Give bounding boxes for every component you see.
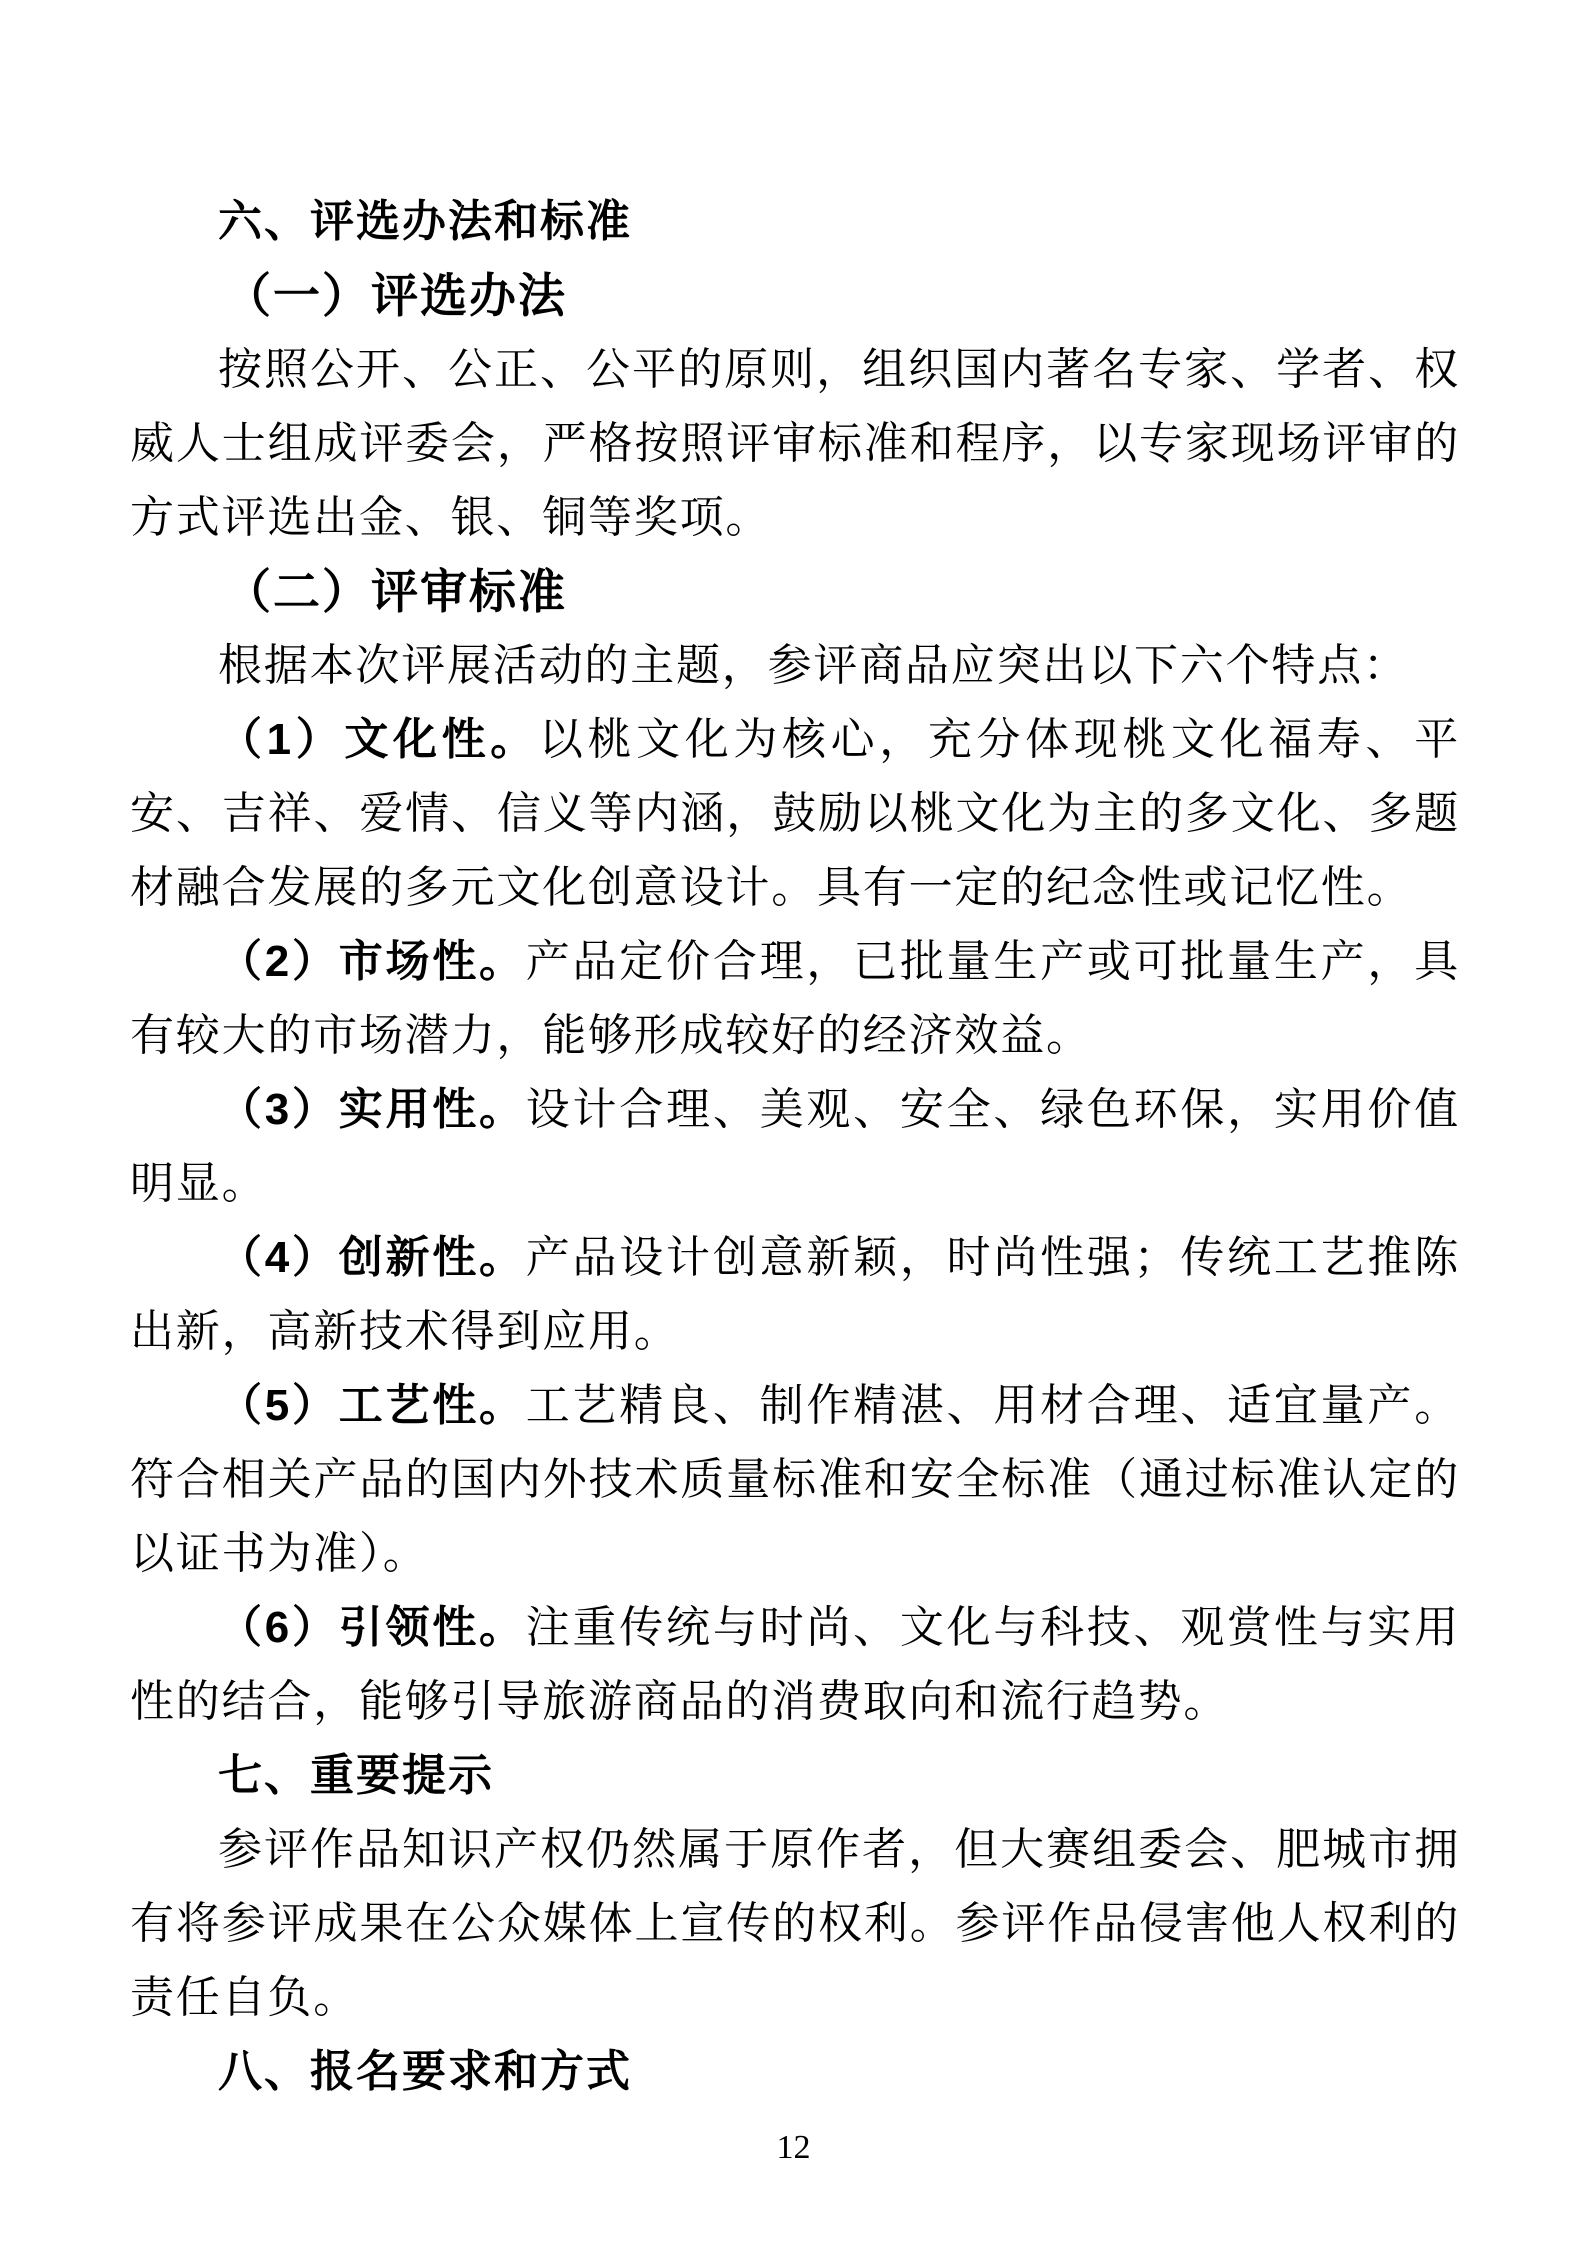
subsection-heading-review-criteria: （二）评审标准	[224, 565, 567, 618]
point-lead-leadership: （6）引领性。	[218, 1603, 526, 1652]
point-lead-craftsmanship: （5）工艺性。	[218, 1381, 526, 1430]
section-heading-six: 六、评选办法和标准	[218, 197, 632, 246]
point-lead-innovation: （4）创新性。	[218, 1233, 526, 1282]
point-text-culture: 以桃文化为核心，充分体现桃文化福寿、平安、吉祥、爱情、信义等内涵，鼓励以桃文化为主的多文化、多题材融合发展的多元文化创意设计。具有一定的纪念性或记忆性。	[130, 715, 1460, 912]
paragraph-important-notice: 参评作品知识产权仍然属于原作者，但大赛组委会、肥城市拥有将参评成果在公众媒体上宣传的权利。参评作品侵害他人权利的责任自负。	[130, 1825, 1460, 2022]
paragraph-criteria-intro: 根据本次评展活动的主题，参评商品应突出以下六个特点：	[218, 641, 1409, 690]
page-number: 12	[776, 2129, 811, 2166]
point-text-innovation: 产品设计创意新颖，时尚性强；传统工艺推陈出新，高新技术得到应用。	[130, 1233, 1460, 1356]
paragraph-point-culture	[130, 703, 1460, 925]
paragraph-selection-method: 按照公开、公正、公平的原则，组织国内著名专家、学者、权威人士组成评委会，严格按照评审标准和程序，以专家现场评审的方式评选出金、银、铜等奖项。	[130, 345, 1460, 542]
point-text-leadership: 注重传统与时尚、文化与科技、观赏性与实用性的结合，能够引导旅游商品的消费取向和流行趋势。	[130, 1603, 1460, 1726]
paragraph-point-innovation	[130, 1221, 1460, 1369]
point-text-market: 产品定价合理，已批量生产或可批量生产，具有较大的市场潜力，能够形成较好的经济效益。	[130, 937, 1460, 1060]
point-lead-market: （2）市场性。	[218, 937, 526, 986]
subsection-heading-selection-method: （一）评选办法	[224, 269, 567, 322]
paragraph-point-craftsmanship	[130, 1369, 1460, 1591]
section-heading-eight: 八、报名要求和方式	[218, 2047, 632, 2096]
point-text-craftsmanship: 工艺精良、制作精湛、用材合理、适宜量产。符合相关产品的国内外技术质量标准和安全标准（通过标准认定的以证书为准）。	[130, 1381, 1460, 1578]
point-lead-culture: （1）文化性。	[218, 715, 539, 764]
point-lead-practicality: （3）实用性。	[218, 1085, 526, 1134]
paragraph-point-market	[130, 925, 1460, 1073]
paragraph-point-practicality	[130, 1073, 1460, 1221]
paragraph-point-leadership	[130, 1591, 1460, 1739]
point-text-practicality: 设计合理、美观、安全、绿色环保，实用价值明显。	[130, 1085, 1460, 1208]
section-heading-seven: 七、重要提示	[218, 1751, 494, 1800]
